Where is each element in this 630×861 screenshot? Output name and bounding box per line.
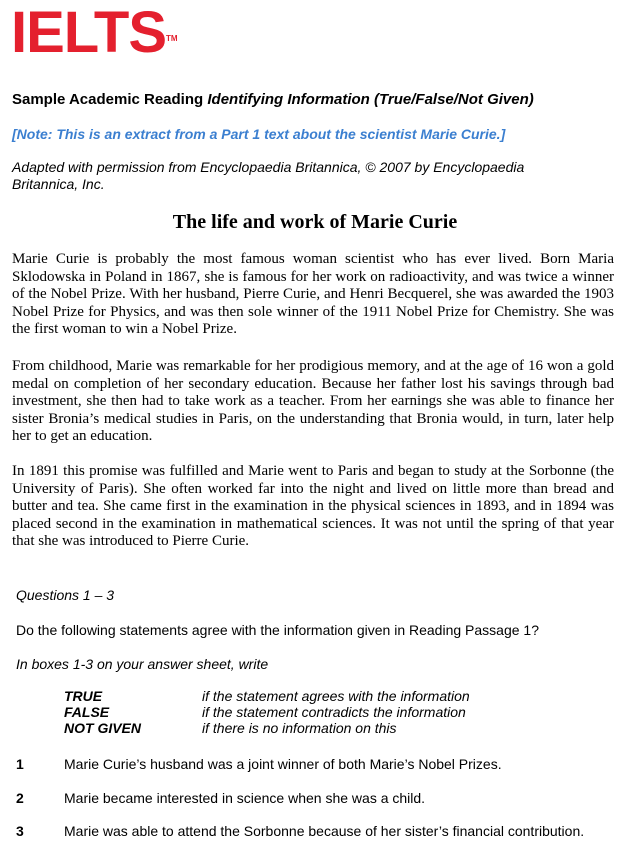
statement-number: 3 (16, 823, 24, 839)
legend-row-true (64, 688, 470, 704)
document-title (12, 91, 534, 108)
trademark-symbol: TM (166, 34, 178, 43)
answer-legend (64, 688, 470, 736)
passage-paragraph-2: From childhood, Marie was remarkable for her prodigious memory, and at the age of 16 won a gold medal on completion of her secondary education. Because her father lost his savings through bad investment, she then had to take work as a teacher. From her earnings she was able to finance her sister Bronia’s medical studies in Paris, on the understanding that Bronia would, in turn, later help her to get an education. (12, 358, 614, 445)
ielts-logo (11, 0, 178, 65)
statement-number: 2 (16, 790, 24, 806)
questions-instruction: Do the following statements agree with the information given in Reading Passage 1? (16, 622, 539, 638)
statement-number: 1 (16, 756, 24, 772)
legend-term: NOT GIVEN (64, 720, 142, 736)
copyright-credit: Adapted with permission from Encyclopaedia Britannica, © 2007 by Encyclopaedia Britannica, Inc. (12, 159, 525, 192)
statement-2 (16, 790, 616, 806)
legend-row-false (64, 704, 470, 720)
questions-header: Questions 1 – 3 (16, 587, 115, 603)
title-plain: Sample Academic Reading (12, 91, 208, 108)
legend-term: FALSE (64, 704, 110, 720)
legend-row-not-given (64, 720, 470, 736)
passage-paragraph-3: In 1891 this promise was fulfilled and Marie went to Paris and began to study at the Sorbonne (the University of Paris). She often worked far into the night and lived on little more than bread and butter and tea. She came first in the examination in the physical sciences in 1893, and in 1894 was placed second in the examination in mathematical sciences. It was not until the spring of that year that she was introduced to Pierre Curie. (12, 463, 614, 550)
legend-definition: if the statement agrees with the information (202, 688, 470, 704)
answer-sheet-instruction: In boxes 1-3 on your answer sheet, write (16, 656, 269, 672)
legend-definition: if there is no information on this (202, 720, 397, 736)
legend-term: TRUE (64, 688, 103, 704)
statement-text: Marie was able to attend the Sorbonne because of her sister’s financial contribution. (64, 823, 585, 839)
passage-paragraph-1: Marie Curie is probably the most famous woman scientist who has ever lived. Born Maria Sklodowska in Poland in 1867, she is famous for her work on radioactivity, and was twice a winner of the Nobel Prize. With her husband, Pierre Curie, and Henri Becquerel, she was awarded the 1903 Nobel Prize for Physics, and was then sole winner of the 1911 Nobel Prize for Chemistry. She was the first woman to win a Nobel Prize. (12, 251, 614, 338)
passage-heading: The life and work of Marie Curie (172, 211, 458, 233)
statement-text: Marie Curie’s husband was a joint winner of both Marie’s Nobel Prizes. (64, 756, 502, 772)
legend-definition: if the statement contradicts the information (202, 704, 466, 720)
statement-3 (16, 823, 616, 839)
title-italic: Identifying Information (True/False/Not Given) (207, 91, 534, 108)
logo-text: IELTS (11, 0, 167, 65)
extract-note: [Note: This is an extract from a Part 1 text about the scientist Marie Curie.] (12, 126, 506, 142)
statement-1 (16, 756, 616, 772)
statement-text: Marie became interested in science when she was a child. (64, 790, 426, 806)
